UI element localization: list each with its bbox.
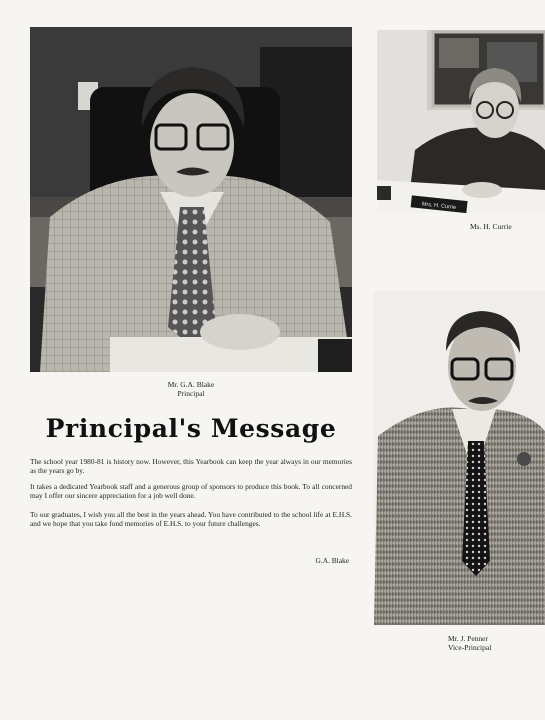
caption-penner-name: Mr. J. Penner	[448, 634, 488, 643]
portrait-penner-image	[374, 291, 545, 625]
photo-principal-blake	[30, 27, 352, 372]
photo-currie	[377, 30, 545, 213]
nameplate-text: Mrs. H. Currie	[421, 201, 457, 211]
caption-currie-name: Ms. H. Currie	[470, 222, 512, 231]
page-title: Principal's Message	[45, 414, 337, 443]
message-paragraph-1: The school year 1980-81 is history now. However, this Yearbook can keep the year always in our memories as the years go by.	[30, 457, 352, 475]
caption-blake-name: Mr. G.A. Blake	[167, 380, 215, 389]
caption-blake	[30, 380, 352, 398]
portrait-blake-image	[30, 27, 352, 372]
caption-penner	[448, 634, 538, 652]
caption-blake-title: Principal	[177, 389, 205, 398]
caption-currie	[470, 222, 545, 231]
photo-vice-principal-penner	[374, 291, 545, 625]
message-paragraph-2: It takes a dedicated Yearbook staff and a generous group of sponsors to produce this book. To all concerned may I offer our sincere appreciation for a job well done.	[30, 482, 352, 500]
message-paragraph-3: To our graduates, I wish you all the best in the years ahead. You have contributed to the school life at E.H.S. and we hope that you take fond memories of E.H.S. to your future challenges.	[30, 510, 352, 528]
signature: G.A. Blake	[315, 556, 349, 565]
portrait-currie-image	[377, 30, 545, 213]
caption-penner-title: Vice-Principal	[448, 643, 492, 652]
